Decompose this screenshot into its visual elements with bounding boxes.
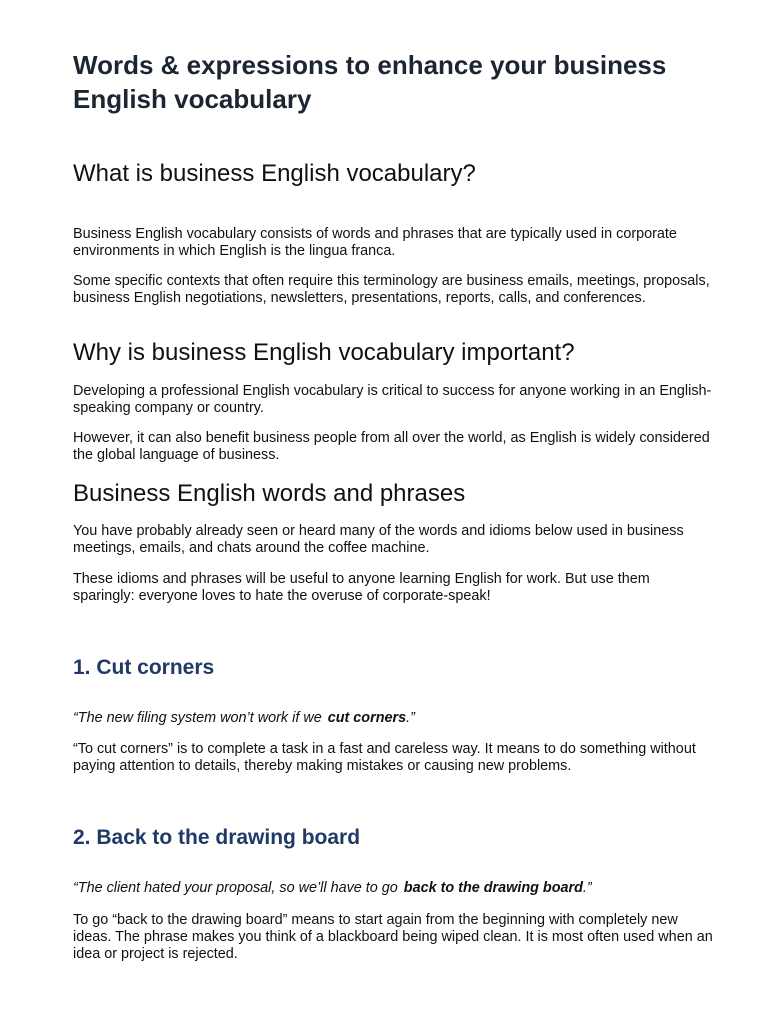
example-text: .”: [582, 880, 592, 896]
paragraph: These idioms and phrases will be useful to anyone learning English for work. But use them sparingly: everyone loves to hate the overuse of corporate-speak!: [73, 571, 650, 604]
section-heading-why-important: Why is business English vocabulary important?: [73, 339, 575, 366]
idiom-example: [73, 880, 713, 897]
idiom-explanation: “To cut corners” is to complete a task in a fast and careless way. It means to do something without paying attention to details, thereby making mistakes or causing new problems.: [73, 741, 696, 774]
section-heading-words-phrases: Business English words and phrases: [73, 480, 466, 507]
section-heading-what-is: What is business English vocabulary?: [73, 160, 476, 187]
idiom-example: [73, 710, 713, 727]
paragraph: Business English vocabulary consists of words and phrases that are typically used in corporate environments in which English is the lingua franca.: [73, 226, 677, 259]
paragraph: You have probably already seen or heard many of the words and idioms below used in business meetings, emails, and chats around the coffee machine.: [73, 523, 684, 556]
example-highlight: back to the drawing board: [403, 880, 583, 896]
paragraph: Developing a professional English vocabulary is critical to success for anyone working in an English-speaking company or country.: [73, 383, 712, 416]
example-text: “The client hated your proposal, so we’ll have to go: [73, 880, 398, 896]
example-text: .”: [406, 710, 415, 726]
paragraph: Some specific contexts that often require this terminology are business emails, meetings, proposals, business English negotiations, newsletters, presentations, reports, calls, and conferences.: [73, 273, 710, 306]
idiom-heading-cut-corners: 1. Cut corners: [73, 656, 215, 679]
idiom-explanation: To go “back to the drawing board” means to start again from the beginning with completely new ideas. The phrase makes you think of a blackboard being wiped clean. It is most often used when an idea or project is rejected.: [73, 912, 713, 962]
example-text: “The new filing system won’t work if we: [73, 710, 322, 726]
example-highlight: cut corners: [327, 710, 407, 726]
idiom-heading-drawing-board: 2. Back to the drawing board: [73, 826, 361, 849]
document-title: Words & expressions to enhance your business English vocabulary: [73, 50, 667, 114]
paragraph: However, it can also benefit business people from all over the world, as English is widely considered the global language of business.: [73, 430, 710, 463]
